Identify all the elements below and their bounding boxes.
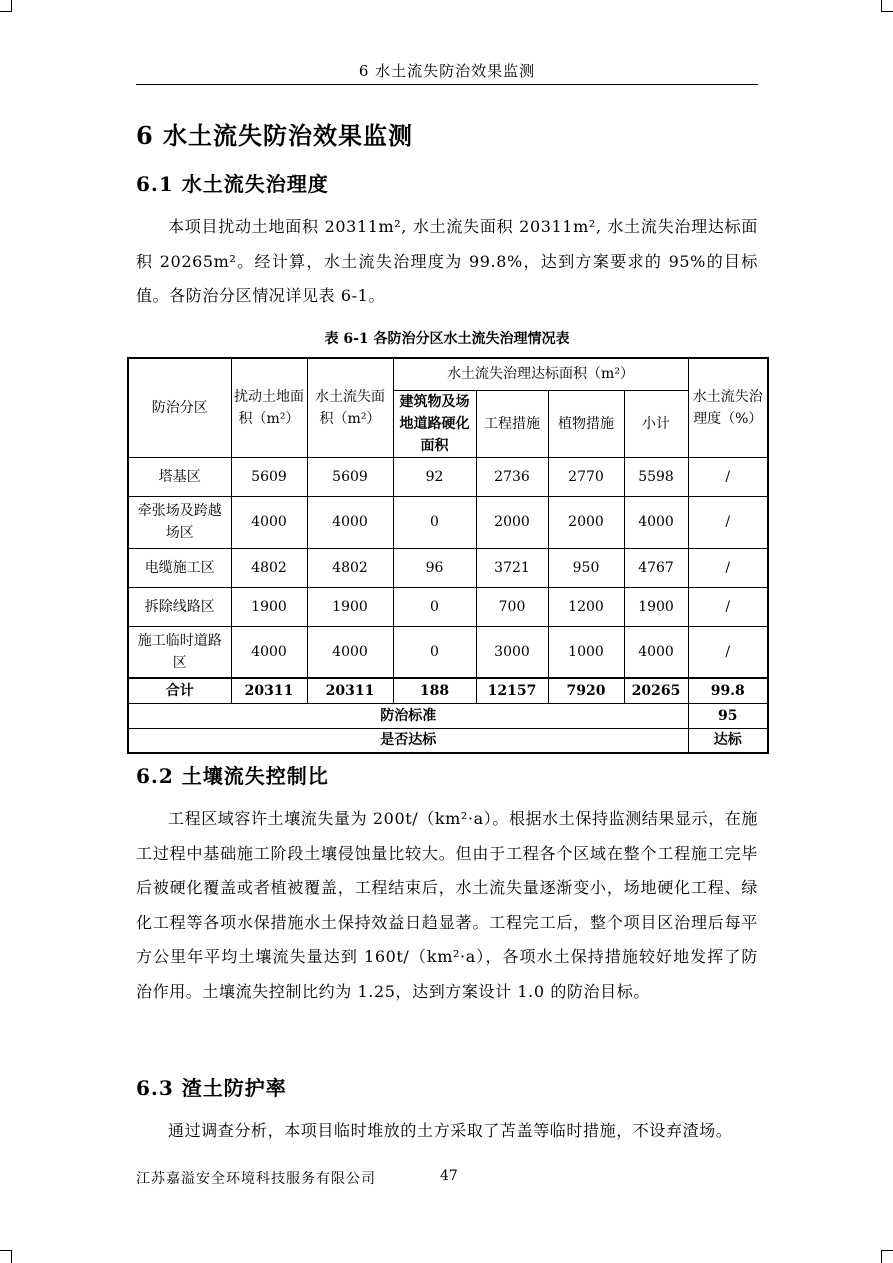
cell-rate: /	[688, 548, 768, 587]
page-corner-mark	[881, 0, 893, 12]
cell-vegetation: 2770	[548, 457, 624, 496]
cell-zone: 牵张场及跨越场区	[128, 496, 231, 548]
cell-building: 0	[393, 626, 476, 678]
section-heading-6-2: 6.2 土壤流失控制比	[136, 764, 329, 788]
section-heading-6-1: 6.1 水土流失治理度	[136, 172, 329, 196]
header-treated-group: 水土流失治理达标面积（m²）	[393, 358, 688, 390]
section-heading-6-3: 6.3 渣土防护率	[136, 1076, 287, 1100]
cell-building: 92	[393, 457, 476, 496]
header-subtotal: 小计	[624, 390, 688, 457]
total-rate: 99.8	[688, 678, 768, 703]
table-row	[128, 587, 768, 626]
header-treatment-rate: 水土流失治理度（%）	[688, 358, 768, 457]
cell-erosion: 5609	[307, 457, 393, 496]
cell-zone: 拆除线路区	[128, 587, 231, 626]
header-vegetation: 植物措施	[548, 390, 624, 457]
cell-erosion: 1900	[307, 587, 393, 626]
standard-value: 95	[688, 703, 768, 728]
standard-row	[128, 703, 768, 728]
header-rule	[136, 84, 758, 85]
total-disturbed: 20311	[231, 678, 307, 703]
page-corner-mark	[0, 0, 12, 12]
cell-engineering: 2736	[476, 457, 548, 496]
cell-engineering: 700	[476, 587, 548, 626]
table-row	[128, 626, 768, 678]
cell-subtotal: 4767	[624, 548, 688, 587]
running-header: 6 水土流失防治效果监测	[358, 62, 536, 80]
cell-rate: /	[688, 626, 768, 678]
standard-label: 防治标准	[128, 703, 688, 728]
header-engineering: 工程措施	[476, 390, 548, 457]
cell-disturbed: 5609	[231, 457, 307, 496]
cell-disturbed: 4802	[231, 548, 307, 587]
compliance-label: 是否达标	[128, 728, 688, 753]
cell-engineering: 3000	[476, 626, 548, 678]
table-row	[128, 548, 768, 587]
cell-erosion: 4000	[307, 496, 393, 548]
total-engineering: 12157	[476, 678, 548, 703]
section-6-3-paragraph: 通过调查分析，本项目临时堆放的土方采取了苫盖等临时措施，不设弃渣场。	[168, 1121, 733, 1140]
treatment-table	[127, 357, 769, 754]
cell-disturbed: 4000	[231, 496, 307, 548]
cell-engineering: 3721	[476, 548, 548, 587]
cell-zone: 塔基区	[128, 457, 231, 496]
total-erosion: 20311	[307, 678, 393, 703]
total-label: 合计	[128, 678, 231, 703]
cell-disturbed: 1900	[231, 587, 307, 626]
total-building: 188	[393, 678, 476, 703]
table-caption: 表 6-1 各防治分区水土流失治理情况表	[324, 331, 570, 347]
cell-vegetation: 2000	[548, 496, 624, 548]
cell-vegetation: 1200	[548, 587, 624, 626]
chapter-heading: 6 水土流失防治效果监测	[136, 121, 414, 150]
table-row	[128, 496, 768, 548]
section-6-1-paragraph: 本项目扰动土地面积 20311m², 水土流失面积 20311m², 水土流失治理达标面积 20265m²。经计算，水土流失治理度为 99.8%，达到方案要求的 95%的目标值。各防治分区情况详见表 6-1。	[136, 217, 758, 305]
section-6-2-paragraph: 工程区域容许土壤流失量为 200t/（km²·a）。根据水土保持监测结果显示，在施工过程中基础施工阶段土壤侵蚀量比较大。但由于工程各个区域在整个工程施工完毕后被硬化覆盖或者植被覆盖，工程结束后，水土流失量逐渐变小，场地硬化工程、绿化工程等各项水保措施水土保持效益日趋显著。工程完工后，整个项目区治理后每平方公里年平均土壤流失量达到 160t/（km²·a），各项水土保持措施较好地发挥了防治作用。土壤流失控制比约为 1.25，达到方案设计 1.0 的防治目标。	[136, 809, 758, 1001]
cell-rate: /	[688, 457, 768, 496]
cell-rate: /	[688, 496, 768, 548]
total-vegetation: 7920	[548, 678, 624, 703]
cell-vegetation: 1000	[548, 626, 624, 678]
cell-erosion: 4000	[307, 626, 393, 678]
cell-disturbed: 4000	[231, 626, 307, 678]
page-corner-mark	[881, 1250, 893, 1263]
total-subtotal: 20265	[624, 678, 688, 703]
cell-rate: /	[688, 587, 768, 626]
cell-subtotal: 1900	[624, 587, 688, 626]
cell-zone: 施工临时道路区	[128, 626, 231, 678]
header-zone: 防治分区	[128, 358, 231, 457]
cell-engineering: 2000	[476, 496, 548, 548]
total-row	[128, 678, 768, 703]
cell-building: 0	[393, 587, 476, 626]
cell-subtotal: 5598	[624, 457, 688, 496]
cell-building: 96	[393, 548, 476, 587]
cell-vegetation: 950	[548, 548, 624, 587]
cell-erosion: 4802	[307, 548, 393, 587]
header-erosion-area: 水土流失面积（m²）	[307, 358, 393, 457]
cell-subtotal: 4000	[624, 626, 688, 678]
table-row	[128, 457, 768, 496]
compliance-row	[128, 728, 768, 753]
cell-subtotal: 4000	[624, 496, 688, 548]
header-disturbed-area: 扰动土地面积（m²）	[231, 358, 307, 457]
page-number: 47	[440, 1168, 458, 1184]
compliance-value: 达标	[688, 728, 768, 753]
footer-company: 江苏嘉溢安全环境科技服务有限公司	[136, 1171, 376, 1187]
page-corner-mark	[0, 1250, 12, 1263]
cell-zone: 电缆施工区	[128, 548, 231, 587]
cell-building: 0	[393, 496, 476, 548]
header-building-area: 建筑物及场地道路硬化面积	[393, 390, 476, 457]
